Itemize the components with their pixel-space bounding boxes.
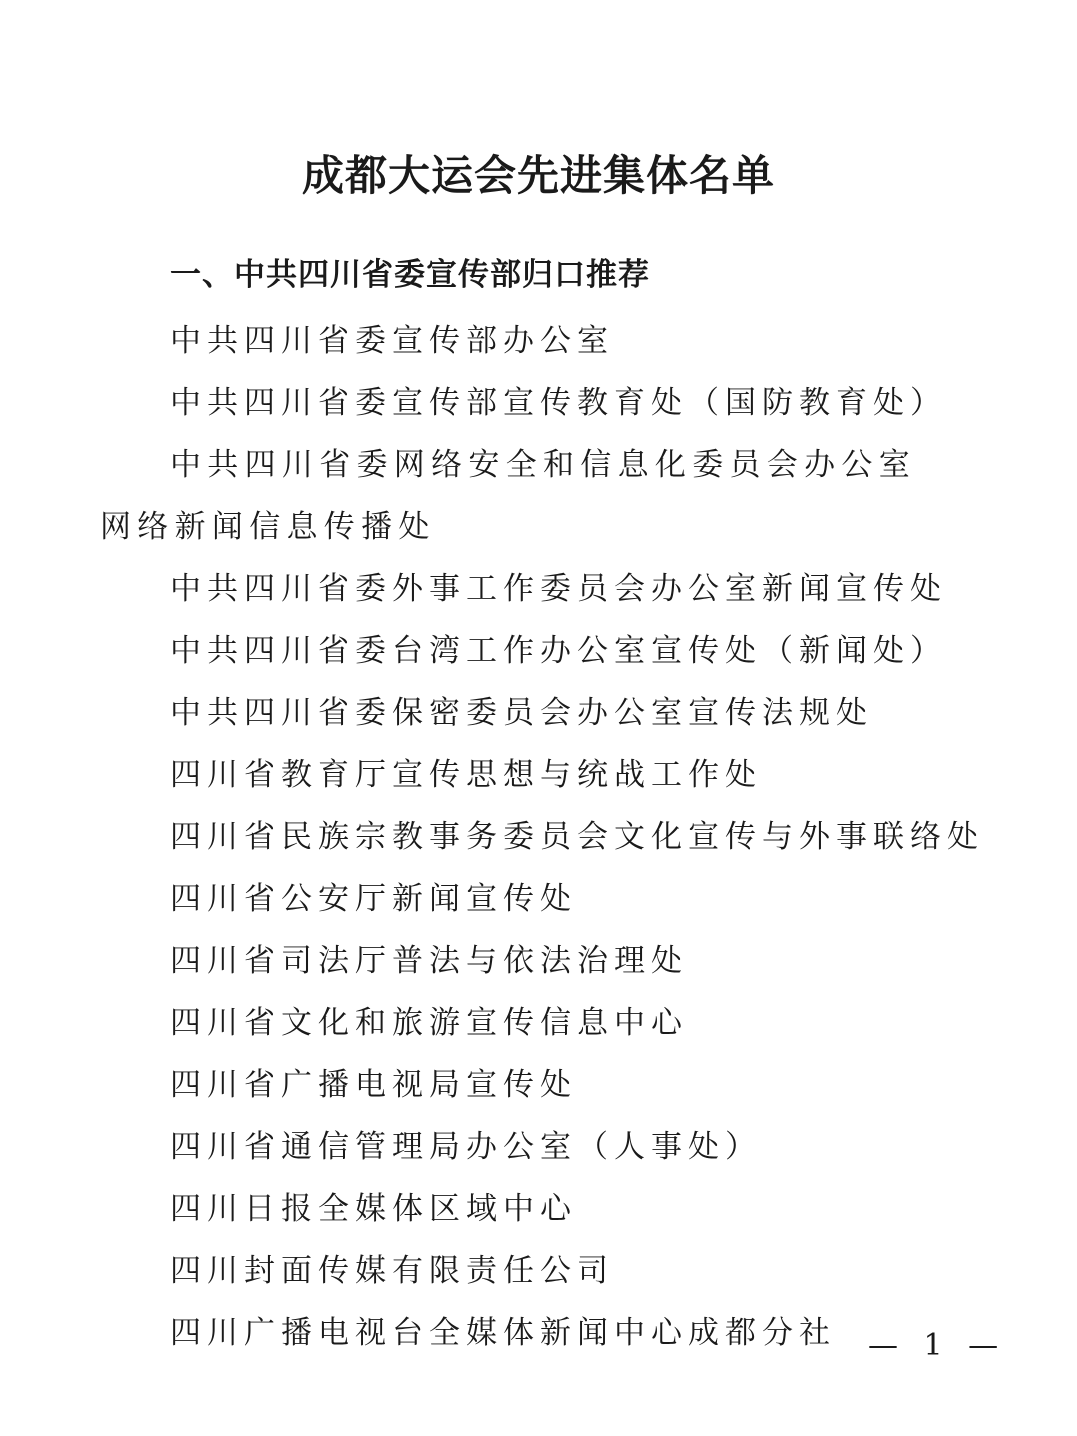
list-item: 四川省司法厅普法与依法治理处 [170, 943, 688, 979]
list-item: 中共四川省委网络安全和信息化委员会办公室网络新闻信息传播处 [100, 447, 916, 545]
list-item: 中共四川省委保密委员会办公室宣传法规处 [170, 695, 873, 731]
list-item: 中共四川省委台湾工作办公室宣传处（新闻处） [170, 633, 947, 669]
list-item: 四川封面传媒有限责任公司 [170, 1253, 614, 1289]
list-item: 四川广播电视台全媒体新闻中心成都分社 [170, 1315, 836, 1351]
list-item: 四川省教育厅宣传思想与统战工作处 [170, 757, 762, 793]
list-item: 四川省民族宗教事务委员会文化宣传与外事联络处 [170, 819, 984, 855]
list-item: 四川省文化和旅游宣传信息中心 [170, 1005, 688, 1041]
list-item: 四川省公安厅新闻宣传处 [170, 881, 577, 917]
section-heading: 一、中共四川省委宣传部归口推荐 [170, 257, 650, 293]
list-item: 四川日报全媒体区域中心 [170, 1191, 577, 1227]
document-title: 成都大运会先进集体名单 [301, 151, 775, 200]
list-item: 四川省通信管理局办公室（人事处） [170, 1129, 762, 1165]
list-item: 四川省广播电视局宣传处 [170, 1067, 577, 1103]
collective-list [0, 310, 1077, 1364]
page-number: — 1 — [868, 1328, 1007, 1363]
list-item: 中共四川省委外事工作委员会办公室新闻宣传处 [170, 571, 947, 607]
list-item: 中共四川省委宣传部办公室 [170, 323, 614, 359]
list-item: 中共四川省委宣传部宣传教育处（国防教育处） [170, 385, 947, 421]
